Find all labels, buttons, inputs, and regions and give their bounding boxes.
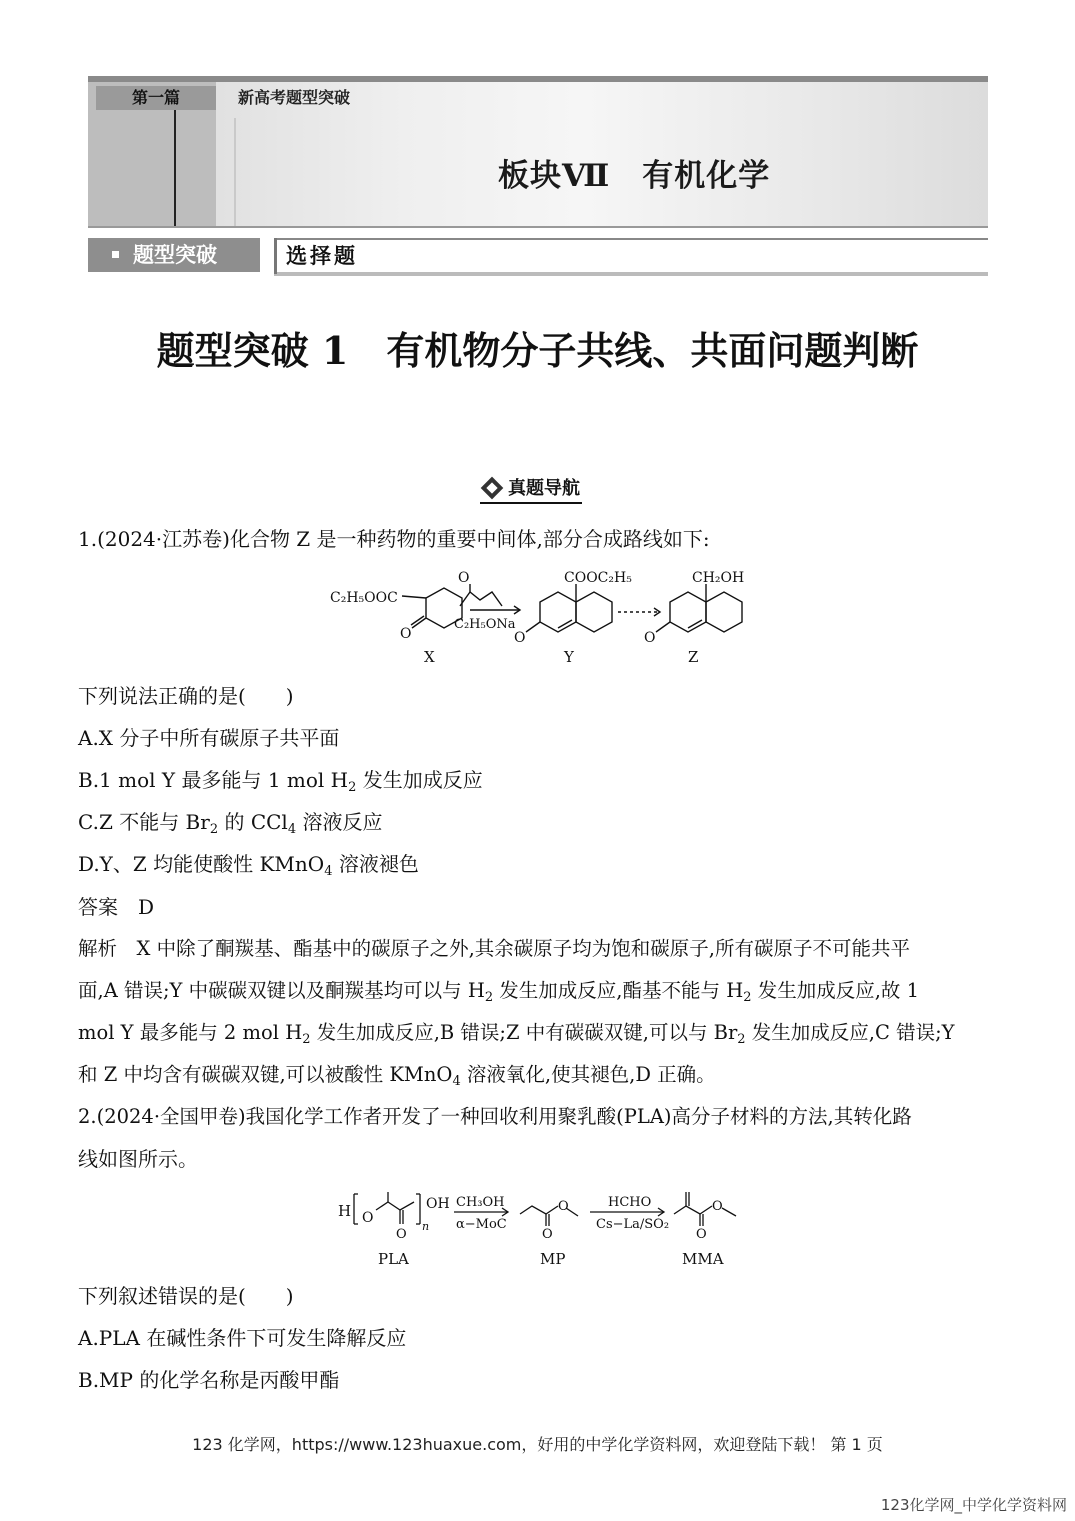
section-bar (274, 238, 988, 276)
banner-top-rule (88, 76, 988, 82)
reagent2-top: HCHO (608, 1195, 652, 1210)
pla-o: O (362, 1210, 374, 1226)
q2-reaction-scheme (334, 1186, 754, 1272)
q1-analysis-line-3: mol Y 最多能与 2 mol $H_2$ 发生加成反应,B 错误;Z 中有碳碳双键,可以与 $Br_2$ 发生加成反应,C 错误;Y (78, 1021, 955, 1047)
q2-prompt: 下列叙述错误的是( ) (78, 1284, 294, 1308)
q1-stem: 1.(2024·江苏卷)化合物 Z 是一种药物的重要中间体,部分合成路线如下: (78, 527, 710, 551)
q2-option-a: A.PLA 在碱性条件下可发生降解反应 (78, 1326, 407, 1350)
pla-h: H (338, 1202, 352, 1220)
label-z: Z (688, 648, 699, 666)
q1-analysis-line-2: 面,A 错误;Y 中碳碳双键以及酮羰基均可以与 $H_2$ 发生加成反应,酯基不能与 $H_2$ 发生加成反应,故 1 (78, 979, 920, 1005)
banner-divider-2 (234, 118, 236, 226)
q2-stem-line-1: 2.(2024·全国甲卷)我国化学工作者开发了一种回收利用聚乳酸(PLA)高分子材料的方法,其转化路 (78, 1105, 912, 1128)
block-title: 板块Ⅶ 有机化学 (498, 158, 771, 194)
bullet-square-icon (112, 251, 119, 258)
q1-reaction-scheme (320, 562, 760, 672)
diamond-icon (481, 477, 504, 500)
q1-option-b: B.1 mol Y 最多能与 1 mol $H_2$ 发生加成反应 (78, 768, 483, 795)
part-label: 第一篇 (96, 86, 216, 110)
y-ketone-o: O (514, 630, 526, 646)
label-pla: PLA (378, 1250, 409, 1268)
z-ketone-o: O (644, 630, 656, 646)
reagent1-bottom: α−MoC (456, 1217, 507, 1232)
q2-option-b: B.MP 的化学名称是丙酸甲酯 (78, 1368, 340, 1392)
q1-answer: 答案 D (78, 895, 155, 919)
q1-option-a: A.X 分子中所有碳原子共平面 (78, 726, 340, 750)
q1-analysis-line-4: 和 Z 中均含有碳碳双键,可以被酸性 KMnO$_4$ 溶液氧化,使其褪色,D 正确。 (78, 1063, 716, 1089)
banner-divider (174, 110, 176, 226)
part-subtitle: 新高考题型突破 (238, 88, 351, 107)
mma-carbonyl-o: O (696, 1227, 707, 1242)
page-footer: 123 化学网，https://www.123huaxue.com，好用的中学化学资料网，欢迎登陆下载！ 第 1 页 (192, 1435, 883, 1454)
x-substituent: C₂H₅OOC (330, 590, 398, 606)
pla-n: n (422, 1220, 430, 1233)
reagent1-top: CH₃OH (456, 1195, 505, 1210)
label-mp: MP (540, 1250, 566, 1268)
q1-option-d: D.Y、Z 均能使酸性 KMnO$_4$ 溶液褪色 (78, 852, 419, 879)
q1-option-c: C.Z 不能与 $Br_2$ 的 CCl$_4$ 溶液反应 (78, 810, 383, 837)
nav-heading (480, 476, 582, 504)
x-ketone-o: O (400, 626, 412, 642)
page-title: 题型突破 1 有机物分子共线、共面问题判断 (156, 328, 919, 373)
q2-stem-line-2: 线如图所示。 (78, 1147, 198, 1171)
pla-oh: OH (426, 1196, 450, 1212)
label-x: X (424, 648, 435, 666)
watermark: 123化学网_中学化学资料网 (880, 1496, 1067, 1514)
mp-ester-o: O (558, 1199, 569, 1214)
pla-carbonyl-o: O (396, 1227, 407, 1242)
mp-carbonyl-o: O (542, 1227, 553, 1242)
reagent-top: O (458, 570, 470, 586)
z-substituent: CH₂OH (692, 570, 745, 586)
q1-prompt: 下列说法正确的是( ) (78, 684, 294, 708)
label-mma: MMA (682, 1250, 724, 1268)
q1-analysis-line-1: 解析 X 中除了酮羰基、酯基中的碳原子之外,其余碳原子均为饱和碳原子,所有碳原子不可能共平 (78, 937, 910, 960)
section-label-right: 选择题 (286, 244, 358, 268)
section-label-left (88, 238, 260, 272)
section-left-text: 题型突破 (133, 243, 217, 267)
section-divider (274, 238, 277, 274)
nav-heading-text: 真题导航 (508, 478, 580, 499)
reagent2-bottom: Cs−La/SO₂ (596, 1217, 670, 1232)
y-substituent: COOC₂H₅ (564, 570, 632, 586)
reagent-bottom: C₂H₅ONa (454, 617, 516, 632)
mma-ester-o: O (712, 1199, 723, 1214)
label-y: Y (564, 648, 574, 666)
